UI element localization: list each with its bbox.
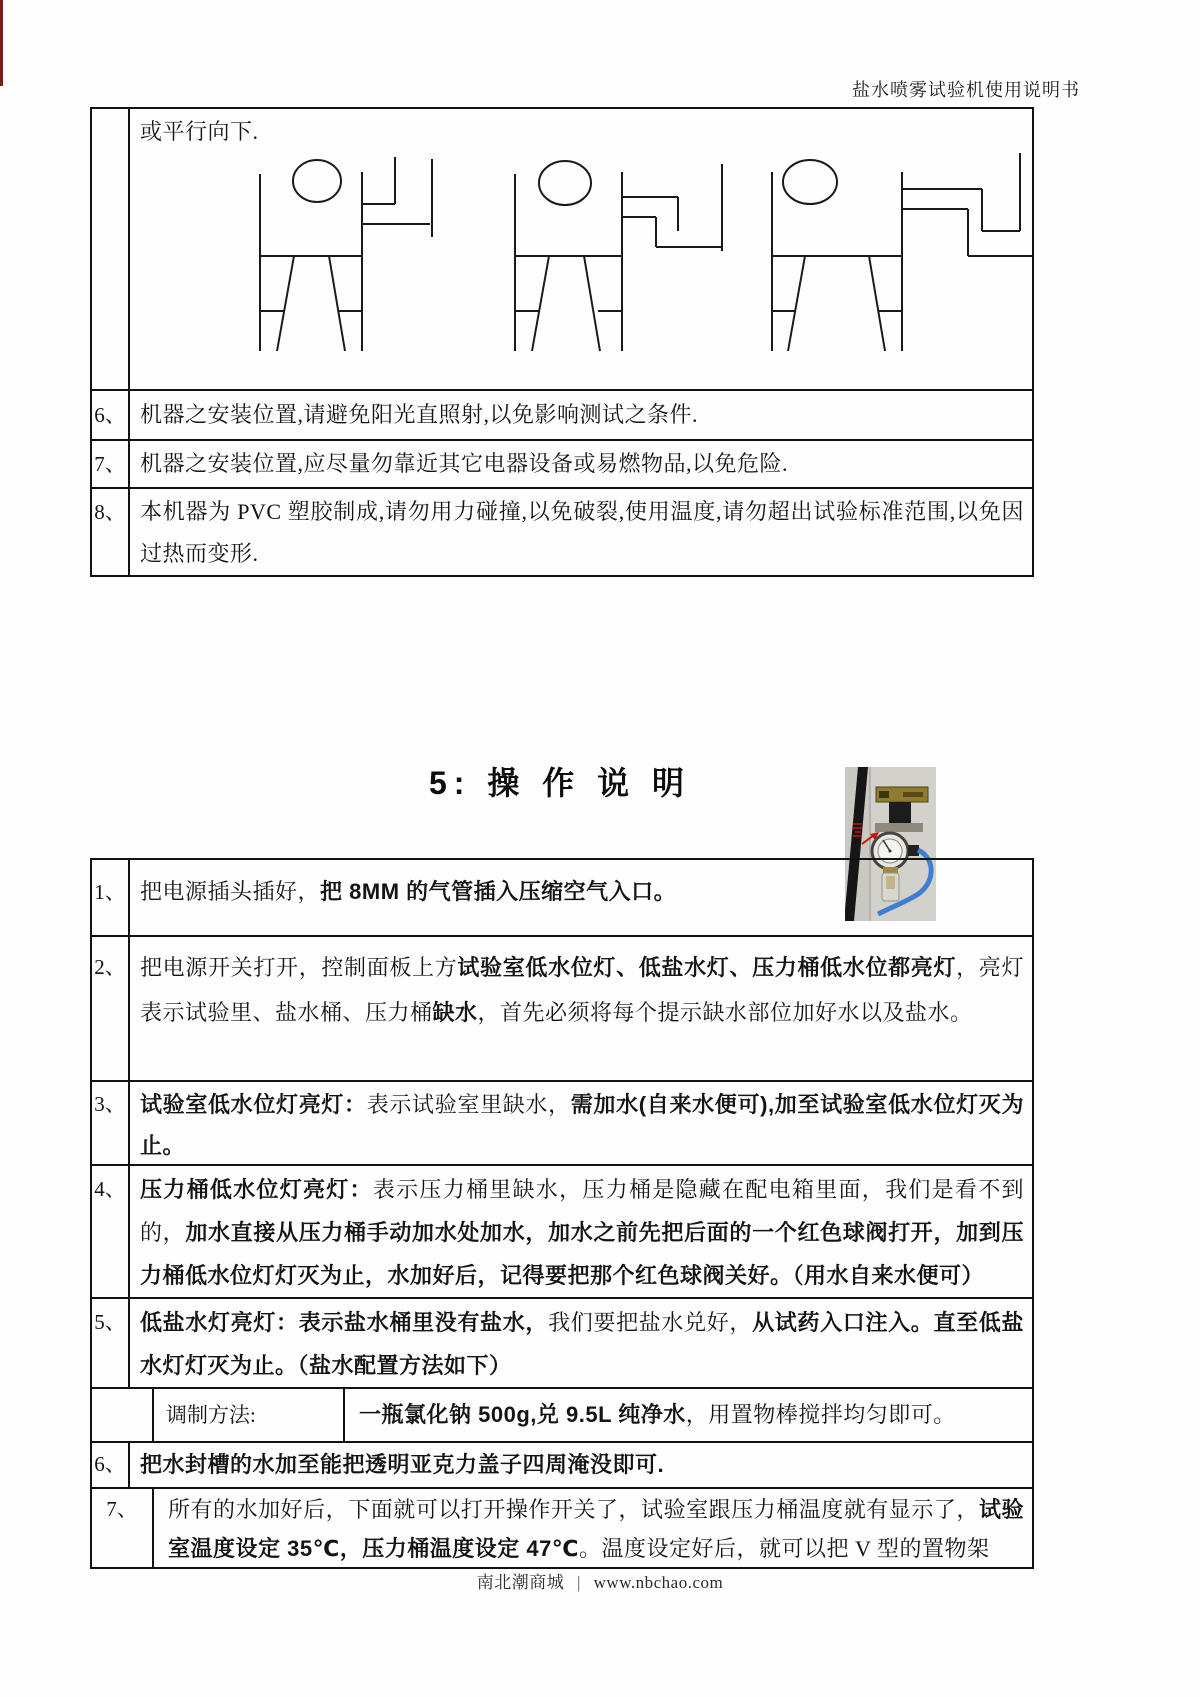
text-segment: 所有的水加好后，下面就可以打开操作开关了，试验室跟压力桶温度就有显示了， bbox=[168, 1497, 979, 1522]
footer-site-name: 南北潮商城 bbox=[476, 1573, 565, 1592]
text-segment: 把电源插头插好， bbox=[140, 879, 321, 904]
row-number-cell bbox=[92, 1389, 154, 1441]
text-segment: 表示试验室里缺水， bbox=[366, 1092, 571, 1117]
text-segment: 低盐水灯亮灯：表示盐水桶里没有盐水， bbox=[140, 1310, 549, 1335]
table-row bbox=[92, 860, 1032, 935]
row-content-cell bbox=[130, 109, 1032, 389]
operation-instructions-table bbox=[90, 858, 1034, 1569]
table-row-recipe bbox=[92, 1387, 1032, 1441]
row-text bbox=[154, 1489, 1032, 1567]
document-header-title: 盐水喷雾试验机使用说明书 bbox=[852, 80, 1080, 100]
row-text bbox=[130, 1299, 1032, 1387]
row-text bbox=[345, 1389, 1032, 1439]
text-segment: ，用置物棒搅拌均匀即可。 bbox=[685, 1402, 956, 1427]
installation-diagram-2 bbox=[515, 161, 722, 351]
table-row bbox=[92, 389, 1032, 439]
installation-notes-table bbox=[90, 107, 1034, 577]
row-number-cell: 6、 bbox=[92, 1443, 130, 1487]
text-segment: 机器之安装位置,应尽量勿靠近其它电器设备或易燃物品,以免危险. bbox=[140, 451, 789, 476]
section-heading: 5: 操 作 说 明 bbox=[428, 765, 692, 801]
row-content-cell bbox=[130, 1082, 1032, 1164]
text-segment: 把 8MM 的气管插入压缩空气入口。 bbox=[320, 879, 677, 904]
row-content-cell bbox=[130, 937, 1032, 1080]
row-content-cell bbox=[345, 1389, 1032, 1441]
row-content-cell bbox=[130, 1299, 1032, 1387]
table-row bbox=[92, 1080, 1032, 1164]
footer-url: www.nbchao.com bbox=[593, 1573, 724, 1592]
text-segment: 从试药入口注入。直至低盐水灯灯灭为止。（盐水配置方法如下） bbox=[140, 1310, 1024, 1378]
row-text bbox=[130, 489, 1032, 575]
table-row-diagram bbox=[92, 109, 1032, 389]
row-number-cell: 4、 bbox=[92, 1166, 130, 1297]
recipe-label-cell: 调制方法: bbox=[154, 1389, 345, 1441]
row-text bbox=[130, 937, 1032, 1035]
row-number-cell: 5、 bbox=[92, 1299, 130, 1387]
scan-edge-mark bbox=[0, 0, 3, 86]
installation-diagram-3 bbox=[772, 153, 1032, 351]
text-segment: 试验室低水位灯亮灯： bbox=[140, 1092, 367, 1117]
table-row bbox=[92, 1441, 1032, 1487]
text-segment: 把电源开关打开，控制面板上方 bbox=[140, 955, 458, 980]
row-number-cell: 8、 bbox=[92, 489, 130, 575]
text-segment: 需加水(自来水便可),加至试验室低水位灯灭为止。 bbox=[140, 1092, 1024, 1158]
installation-diagram-1 bbox=[260, 157, 432, 351]
row-content-cell bbox=[130, 391, 1032, 439]
text-segment: 我们要把盐水兑好， bbox=[548, 1310, 753, 1335]
table-row bbox=[92, 439, 1032, 487]
row-number-cell: 3、 bbox=[92, 1082, 130, 1164]
table-row bbox=[92, 935, 1032, 1080]
row-text bbox=[130, 441, 1032, 485]
text-segment: 试验室低水位灯、低盐水灯、压力桶低水位都亮灯 bbox=[457, 955, 957, 980]
solenoid-block bbox=[889, 802, 911, 826]
text-segment: ，首先必须将每个提示缺水部位加好水以及盐水。 bbox=[477, 1000, 973, 1025]
text-segment: 表示压力桶里缺水，压力桶是隐藏在配电箱里面，我们是看不到的， bbox=[140, 1177, 1024, 1245]
text-segment: 把水封槽的水加至能把透明亚克力盖子四周淹没即可. bbox=[140, 1452, 665, 1477]
exhaust-pipe-installation-diagrams bbox=[182, 139, 1032, 367]
text-segment: 机器之安装位置,请避免阳光直照射,以免影响测试之条件. bbox=[140, 402, 699, 427]
row-content-cell bbox=[130, 489, 1032, 575]
row-content-cell bbox=[154, 1489, 1032, 1567]
row-number-cell: 1、 bbox=[92, 860, 130, 935]
text-segment: 加水直接从压力桶手动加水处加水，加水之前先把后面的一个红色球阀打开，加到压力桶低水位灯灯灭为止，水加好后，记得要把那个红色球阀关好。（用水自来水便可） bbox=[140, 1220, 1024, 1288]
text-segment: ，亮灯表示试验里、盐水桶、压力桶 bbox=[140, 955, 1024, 1025]
row-text bbox=[130, 860, 1032, 912]
row-text bbox=[130, 1166, 1032, 1297]
text-segment: 本机器为 PVC 塑胶制成,请勿用力碰撞,以免破裂,使用温度,请勿超出试验标准范围,以免因过热而变形. bbox=[140, 499, 1024, 566]
row-number-cell bbox=[92, 109, 130, 389]
footer-divider: | bbox=[577, 1573, 581, 1592]
table-row bbox=[92, 1487, 1032, 1567]
text-segment: 或平行向下. bbox=[140, 119, 259, 144]
row-number-cell: 2、 bbox=[92, 937, 130, 1080]
text-segment: 试验室温度设定 35℃，压力桶温度设定 47℃ bbox=[168, 1497, 1024, 1561]
table-row bbox=[92, 1297, 1032, 1387]
row-number-cell: 6、 bbox=[92, 391, 130, 439]
row-text bbox=[130, 1443, 1032, 1485]
text-segment: 。温度设定好后，就可以把 V 型的置物架 bbox=[578, 1536, 990, 1561]
row-number-cell: 7、 bbox=[92, 1489, 154, 1567]
mount-bracket bbox=[875, 823, 923, 832]
row-content-cell bbox=[130, 1166, 1032, 1297]
table-row bbox=[92, 487, 1032, 575]
row-content-cell bbox=[130, 860, 1032, 935]
row-number-cell: 7、 bbox=[92, 441, 130, 487]
table-row bbox=[92, 1164, 1032, 1297]
text-segment: 压力桶低水位灯亮灯： bbox=[140, 1177, 373, 1202]
text-segment: 缺水 bbox=[432, 1000, 478, 1025]
row-content-cell bbox=[130, 441, 1032, 487]
row-text bbox=[130, 1082, 1032, 1164]
row-text bbox=[130, 391, 1032, 437]
text-segment: 一瓶氯化钠 500g,兑 9.5L 纯净水 bbox=[359, 1402, 686, 1427]
page-footer bbox=[0, 1568, 1200, 1593]
row-content-cell bbox=[130, 1443, 1032, 1487]
